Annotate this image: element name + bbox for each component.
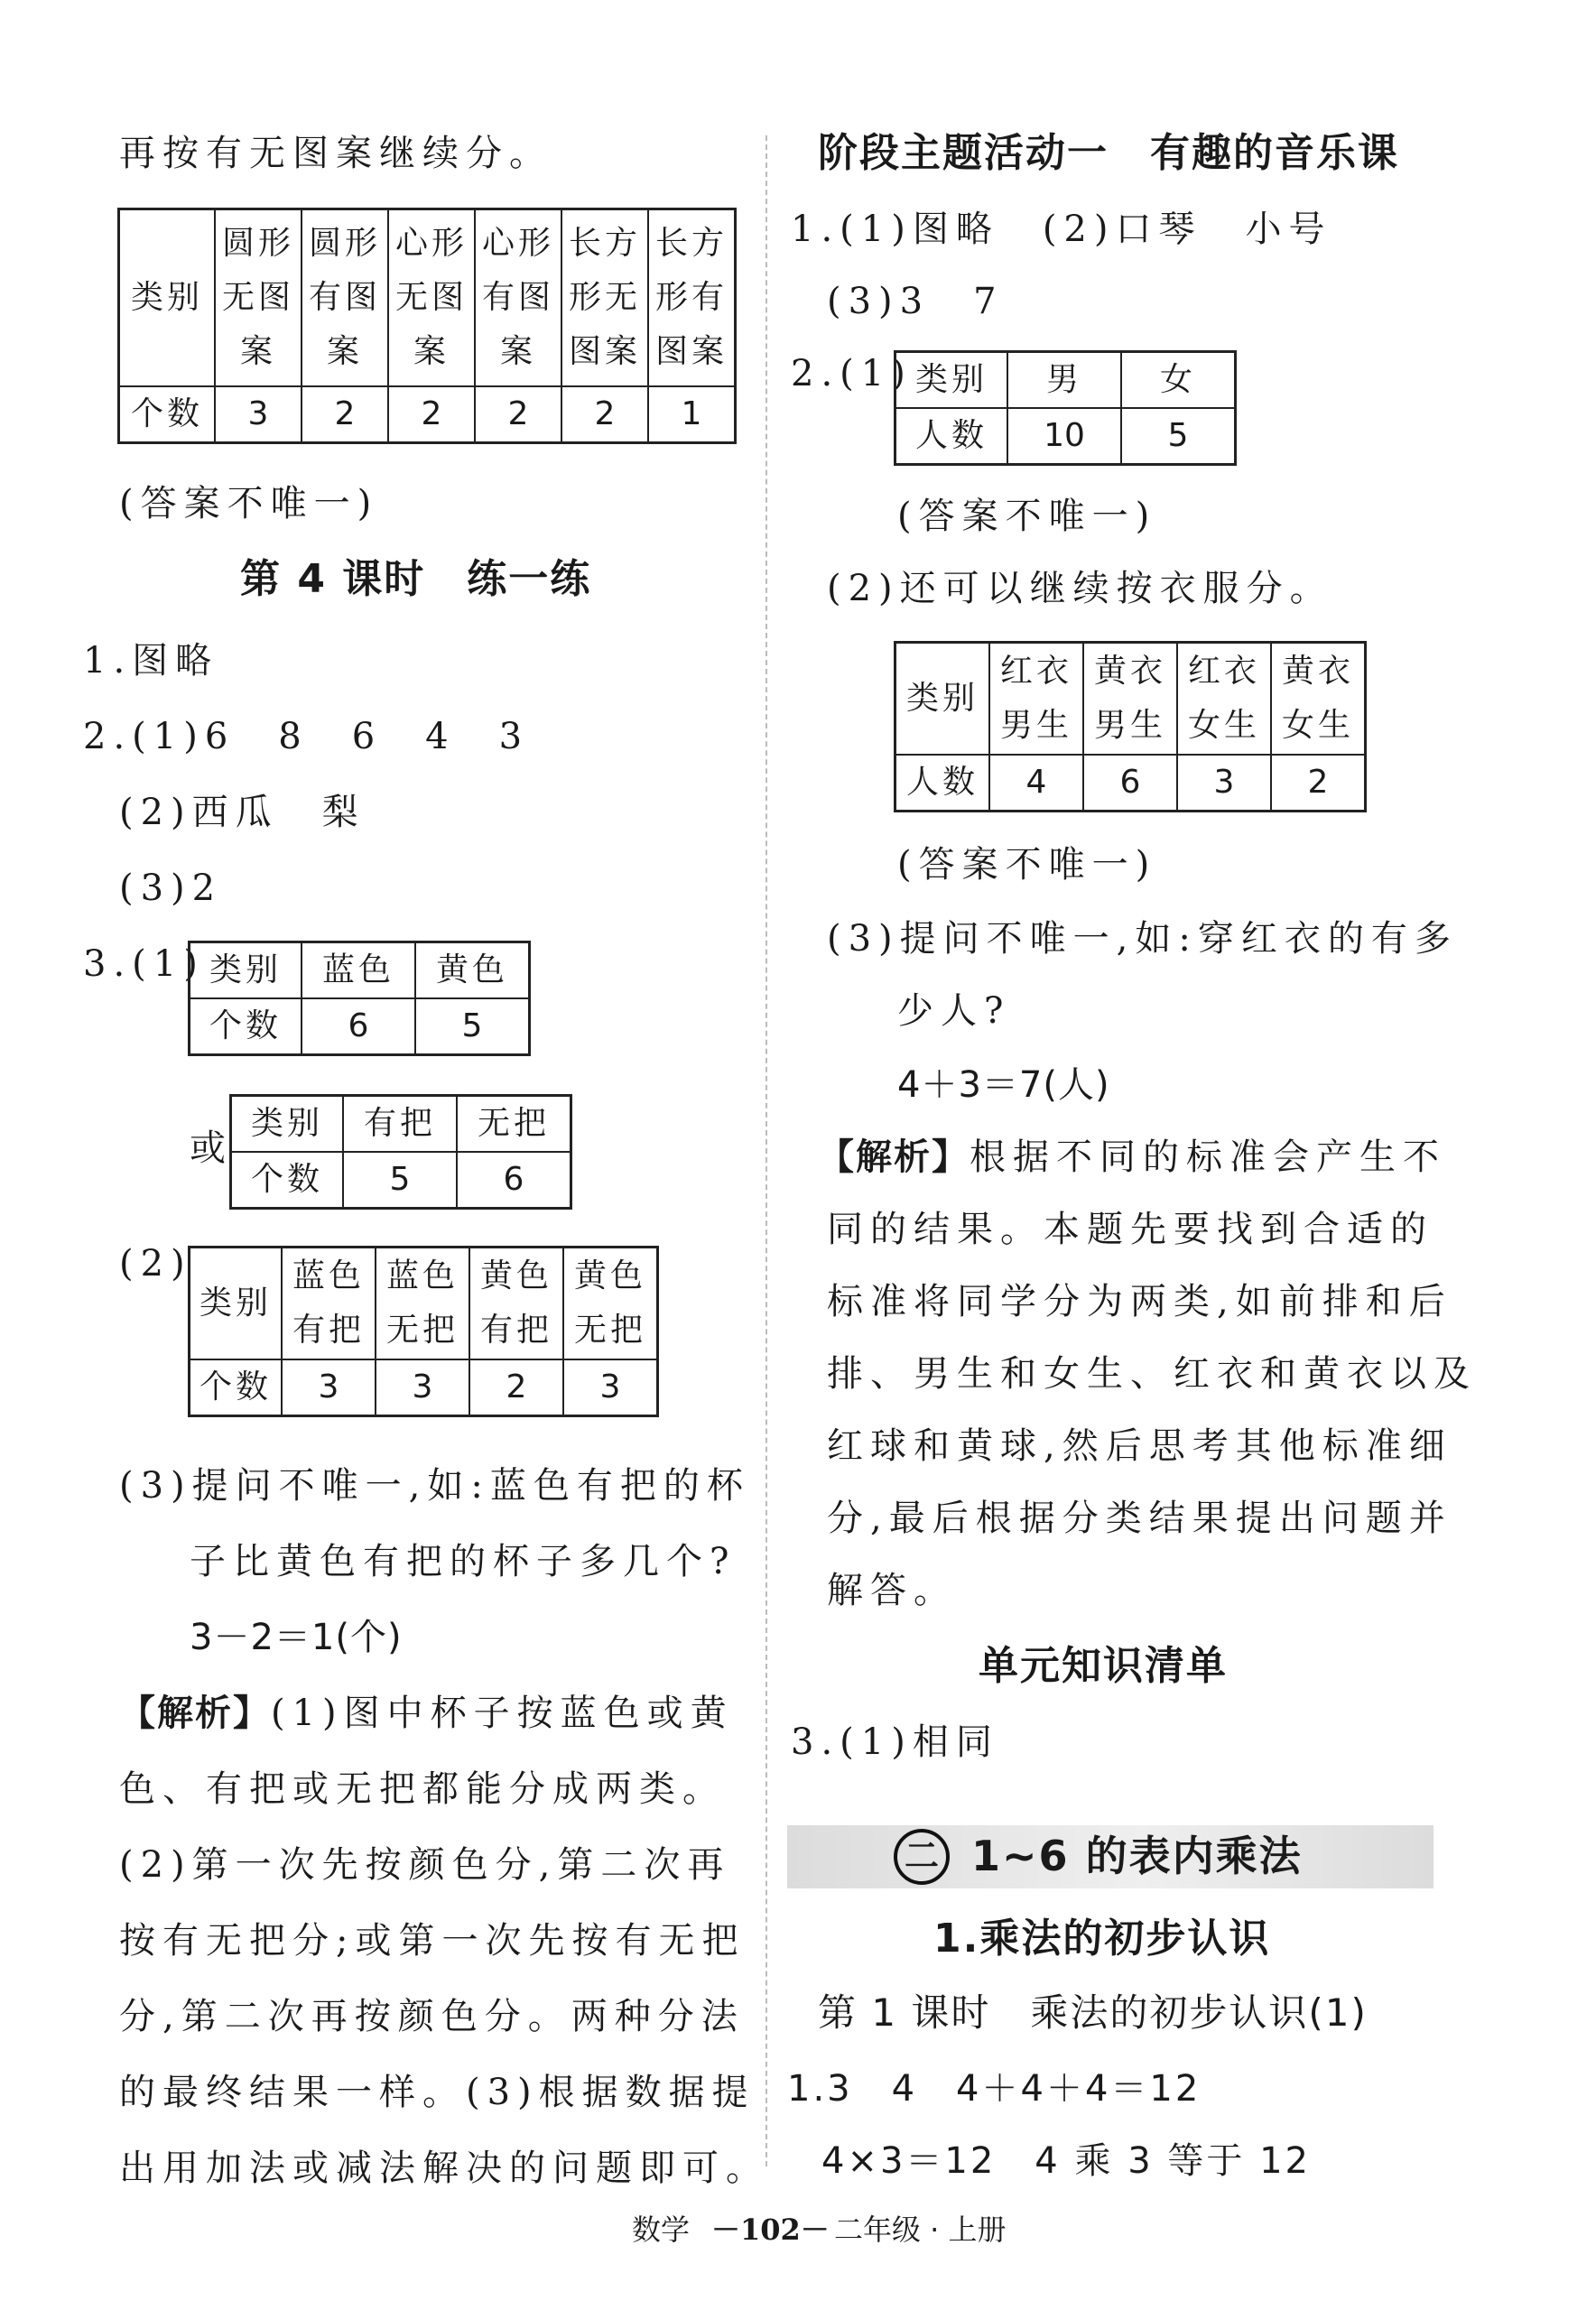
subsection-title: 1.乘法的初步认识 (933, 1916, 1271, 1962)
unit-summary-title: 单元知识清单 (979, 1643, 1228, 1689)
table-header-cell: 类别 (190, 942, 302, 999)
table-header-cell: 蓝色 有把 (282, 1248, 376, 1359)
table-header-cell: 长方 形有 图案 (648, 209, 736, 386)
table-header-cell: 长方 形无 图案 (561, 209, 648, 386)
lesson-answer-line-1: 1.3 4 4＋4＋4＝12 (787, 2068, 1202, 2110)
table-header-label: 类别 (895, 643, 990, 755)
page-number: －102－ (711, 2213, 830, 2247)
table-cell: 1 (648, 386, 736, 443)
table-row-label: 个数 (231, 1152, 344, 1209)
question-3-part-3-line-1: (3)提问不唯一,如:蓝色有把的杯 (119, 1465, 750, 1507)
color-count-table (188, 941, 531, 1056)
table-header-cell: 无把 (457, 1096, 571, 1153)
table-cell: 2 (302, 386, 388, 443)
table-cell: 2 (1271, 755, 1366, 812)
activity-q2-part-3-line-2: 少人? (897, 990, 1011, 1032)
activity-q1-line-1: 1.(1)图略 (2)口琴 小号 (791, 209, 1332, 250)
answer-note: (答案不唯一) (119, 483, 379, 524)
table-cell: 3 (215, 386, 302, 443)
analysis-line-4: 排、男生和女生、红衣和黄衣以及 (827, 1353, 1477, 1395)
table-header-cell: 红衣 男生 (989, 643, 1083, 755)
question-3-label: 3.(1) (83, 943, 205, 985)
analysis-label: 【解析】 (119, 1693, 271, 1734)
answer-note: (答案不唯一) (897, 496, 1157, 537)
table-cell: 3 (1177, 755, 1271, 812)
activity-q2-part-2: (2)还可以继续按衣服分。 (827, 568, 1333, 609)
clothes-count-table (894, 641, 1367, 812)
chapter-title: 1~6 的表内乘法 (971, 1832, 1303, 1880)
analysis-line-4: 按有无把分;或第一次先按有无把 (119, 1920, 746, 1962)
table-cell: 6 (1083, 755, 1177, 812)
table-header-cell: 圆形 有图 案 (302, 209, 388, 386)
table-header-label: 类别 (190, 1248, 283, 1359)
table-header-cell: 红衣 女生 (1177, 643, 1271, 755)
analysis-line-3: 标准将同学分为两类,如前排和后 (827, 1281, 1452, 1322)
column-divider (766, 135, 767, 2166)
shape-count-table (117, 208, 737, 444)
table-header-cell: 圆形 无图 案 (215, 209, 302, 386)
table-cell: 3 (563, 1359, 658, 1416)
gender-count-table (894, 350, 1237, 466)
table-row-label: 个数 (119, 386, 216, 443)
analysis-line-1: 【解析】(1)图中杯子按蓝色或黄 (119, 1693, 734, 1734)
analysis-line-5: 分,第二次再按颜色分。两种分法 (119, 1996, 745, 2037)
question-3-part-3-line-2: 子比黄色有把的杯子多几个? (190, 1541, 737, 1582)
analysis-line-6: 分,最后根据分类结果提出问题并 (827, 1498, 1452, 1539)
table-cell: 4 (989, 755, 1083, 812)
table-header-cell: 类别 (895, 352, 1008, 409)
analysis-line-1: 【解析】根据不同的标准会产生不 (818, 1136, 1446, 1178)
intro-text: 再按有无图案继续分。 (119, 133, 552, 174)
table-header-cell: 心形 无图 案 (388, 209, 475, 386)
activity-q2-part-3-answer: 4＋3＝7(人) (897, 1064, 1110, 1106)
table-header-cell: 黄色 有把 (469, 1248, 563, 1359)
table-row-label: 个数 (190, 1359, 283, 1416)
table-header-cell: 蓝色 无把 (376, 1248, 469, 1359)
table-cell: 5 (1121, 408, 1236, 465)
table-cell: 2 (388, 386, 475, 443)
analysis-line-7: 解答。 (827, 1570, 957, 1611)
table-header-cell: 男 (1007, 352, 1121, 409)
analysis-label: 【解析】 (818, 1136, 970, 1178)
analysis-line-7: 出用加法或减法解决的问题即可。 (119, 2148, 769, 2189)
table-cell: 3 (282, 1359, 376, 1416)
lesson-answer-line-2: 4×3＝12 4 乘 3 等于 12 (821, 2140, 1311, 2182)
activity-title: 阶段主题活动一 有趣的音乐课 (818, 130, 1399, 176)
section-title: 第 4 课时 练一练 (240, 556, 592, 602)
table-header-cell: 蓝色 (302, 942, 415, 999)
table-header-cell: 心形 有图 案 (475, 209, 561, 386)
table-header-cell: 黄色 (415, 942, 530, 999)
unit-summary-item: 3.(1)相同 (791, 1721, 999, 1763)
color-handle-count-table (188, 1246, 659, 1417)
table-cell: 2 (561, 386, 648, 443)
table-cell: 5 (343, 1152, 457, 1209)
table-header-cell: 类别 (231, 1096, 344, 1153)
chapter-number: 二 (894, 1829, 950, 1885)
table-header-cell: 女 (1121, 352, 1236, 409)
table-header-cell: 黄衣 女生 (1271, 643, 1366, 755)
handle-count-table (229, 1094, 572, 1210)
table-row-label: 人数 (895, 408, 1008, 465)
table-cell: 3 (376, 1359, 469, 1416)
table-header-cell: 黄衣 男生 (1083, 643, 1177, 755)
question-2-part-3: (3)2 (119, 867, 223, 909)
analysis-line-2: 同的结果。本题先要找到合适的 (827, 1209, 1434, 1250)
lesson-title: 第 1 课时 乘法的初步认识(1) (818, 1990, 1368, 2035)
table-header-label: 类别 (119, 209, 216, 386)
table-row-label: 个数 (190, 998, 302, 1055)
analysis-line-6: 的最终结果一样。(3)根据数据提 (119, 2072, 756, 2113)
table-cell: 2 (475, 386, 561, 443)
table-header-cell: 黄色 无把 (563, 1248, 658, 1359)
activity-q1-line-2: (3)3 7 (827, 281, 1004, 322)
analysis-line-2: 色、有把或无把都能分成两类。 (119, 1768, 726, 1810)
answer-note: (答案不唯一) (897, 844, 1157, 886)
question-2-part-2: (2)西瓜 梨 (119, 792, 366, 833)
footer-subject: 数学 (632, 2213, 691, 2247)
question-2-part-1: 2.(1)6 8 6 4 3 (83, 716, 530, 757)
analysis-line-5: 红球和黄球,然后思考其他标准细 (827, 1425, 1452, 1467)
table-header-cell: 有把 (343, 1096, 457, 1153)
question-3-part-2-label: (2) (119, 1243, 192, 1285)
activity-q2-label: 2.(1) (791, 353, 913, 394)
or-label: 或 (190, 1127, 233, 1169)
table-cell: 5 (415, 998, 530, 1055)
question-3-part-3-answer: 3－2＝1(个) (190, 1617, 403, 1658)
analysis-line-3: (2)第一次先按颜色分,第二次再 (119, 1844, 731, 1886)
table-cell: 6 (302, 998, 415, 1055)
activity-q2-part-3-line-1: (3)提问不唯一,如:穿红衣的有多 (827, 918, 1458, 960)
table-row-label: 人数 (895, 755, 990, 812)
footer-grade: 二年级 · 上册 (834, 2213, 1007, 2247)
table-cell: 2 (469, 1359, 563, 1416)
question-1: 1.图略 (83, 640, 219, 682)
table-cell: 6 (457, 1152, 571, 1209)
table-cell: 10 (1007, 408, 1121, 465)
